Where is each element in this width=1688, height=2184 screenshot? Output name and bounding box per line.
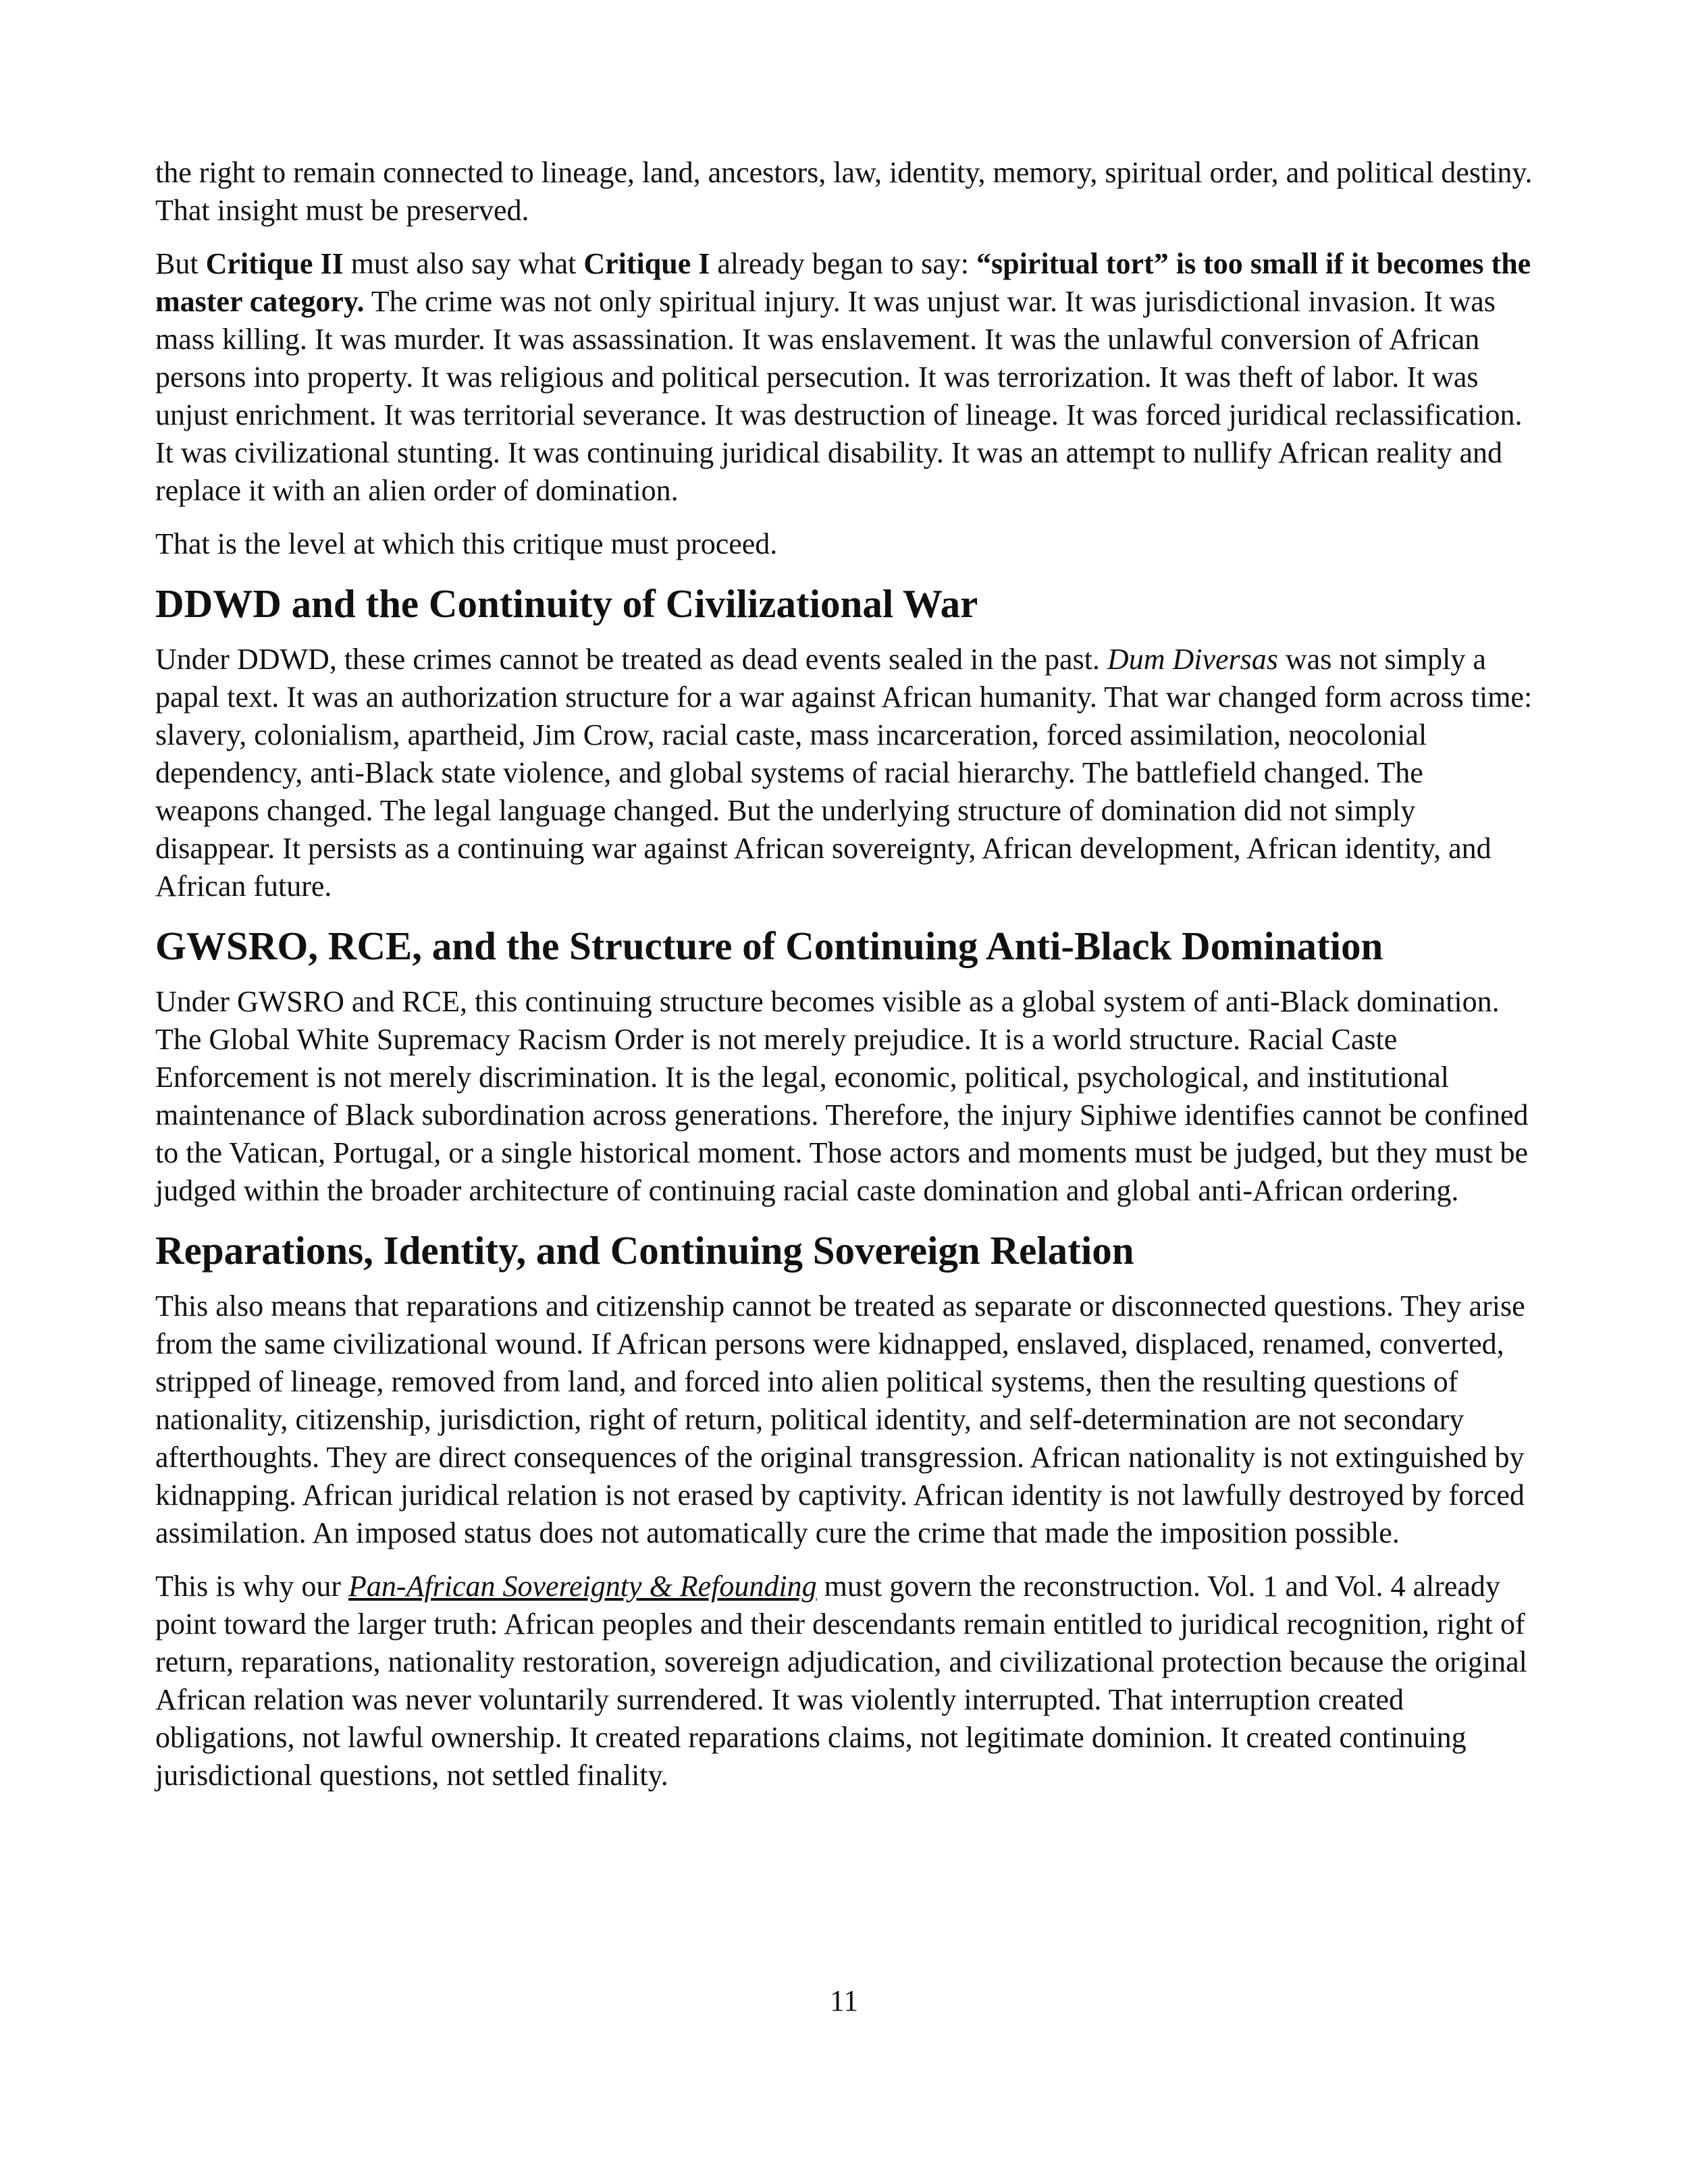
bold-spiritual-tort: “spiritual tort” is too small if it becomes the master category. <box>155 247 1531 318</box>
heading-ddwd: DDWD and the Continuity of Civilizational War <box>155 581 978 626</box>
bold-critique-ii: Critique II <box>205 247 344 280</box>
page-number: 11 <box>829 1984 859 2017</box>
paragraph-gwsro: Under GWSRO and RCE, this continuing structure becomes visible as a global system of anti-Black domination. The Global White Supremacy Racism Order is not merely prejudice. It is a world structure. Racial Caste Enforcement is not merely discrimination. It is the legal, economic, political, psychological, and institutional maintenance of Black subordination across generations. Therefore, the injury Siphiwe identifies cannot be confined to the Vatican, Portugal, or a single historical moment. Those actors and moments must be judged, but they must be judged within the broader architecture of continuing racial caste domination and global anti-African ordering. <box>155 985 1529 1207</box>
text-run: This is why our <box>155 1570 348 1603</box>
text-run: But <box>155 247 206 280</box>
text-run: The crime was not only spiritual injury. It was unjust war. It was jurisdictional invasion. It was mass killing. It was murder. It was assassination. It was enslavement. It was the unlawful conversion of African persons into property. It was religious and political persecution. It was terrorization. It was theft of labor. It was unjust enrichment. It was territorial severance. It was destruction of lineage. It was forced juridical reclassification. It was civilizational stunting. It was continuing juridical disability. It was an attempt to nullify African reality and replace it with an alien order of domination. <box>155 285 1523 507</box>
link-pan-african-sovereignty[interactable]: Pan-African Sovereignty & Refounding <box>348 1570 817 1603</box>
page-body <box>155 154 1533 1810</box>
paragraph-ddwd <box>155 641 1533 905</box>
text-run: already began to say: <box>710 247 976 280</box>
text-run: Under DDWD, these crimes cannot be treated as dead events sealed in the past. <box>155 643 1107 676</box>
text-run: must govern the reconstruction. Vol. 1 and Vol. 4 already point toward the larger truth: African peoples and their descendants remain entitled to juridical recognition, right of return, reparations, nationality restoration, sovereign adjudication, and civilizational protection because the original African relation was never voluntarily surrendered. It was violently interrupted. That interruption created obligations, not lawful ownership. It created reparations claims, not legitimate dominion. It created continuing jurisdictional questions, not settled finality. <box>155 1570 1527 1792</box>
paragraph-continued: the right to remain connected to lineage, land, ancestors, law, identity, memory, spiritual order, and political destiny. That insight must be preserved. <box>155 156 1533 227</box>
text-run: must also say what <box>343 247 584 280</box>
italic-dum-diversas: Dum Diversas <box>1107 643 1278 676</box>
heading-reparations: Reparations, Identity, and Continuing Sovereign Relation <box>155 1228 1134 1273</box>
paragraph-level: That is the level at which this critique must proceed. <box>155 527 778 560</box>
paragraph-critique <box>155 245 1533 510</box>
heading-gwsro: GWSRO, RCE, and the Structure of Continuing Anti-Black Domination <box>155 924 1383 968</box>
paragraph-refounding <box>155 1568 1533 1794</box>
bold-critique-i: Critique I <box>583 247 710 280</box>
paragraph-reparations: This also means that reparations and citizenship cannot be treated as separate or disconnected questions. They arise from the same civilizational wound. If African persons were kidnapped, enslaved, displaced, renamed, converted, stripped of lineage, removed from land, and forced into alien political systems, then the resulting questions of nationality, citizenship, jurisdiction, right of return, political identity, and self-determination are not secondary afterthoughts. They are direct consequences of the original transgression. African nationality is not extinguished by kidnapping. African juridical relation is not erased by captivity. African identity is not lawfully destroyed by forced assimilation. An imposed status does not automatically cure the crime that made the imposition possible. <box>155 1289 1525 1549</box>
text-run: was not simply a papal text. It was an authorization structure for a war against African humanity. That war changed form across time: slavery, colonialism, apartheid, Jim Crow, racial caste, mass incarceration, forced assimilation, neocolonial dependency, anti-Black state violence, and global systems of racial hierarchy. The battlefield changed. The weapons changed. The legal language changed. But the underlying structure of domination did not simply disappear. It persists as a continuing war against African sovereignty, African development, African identity, and African future. <box>155 643 1533 903</box>
